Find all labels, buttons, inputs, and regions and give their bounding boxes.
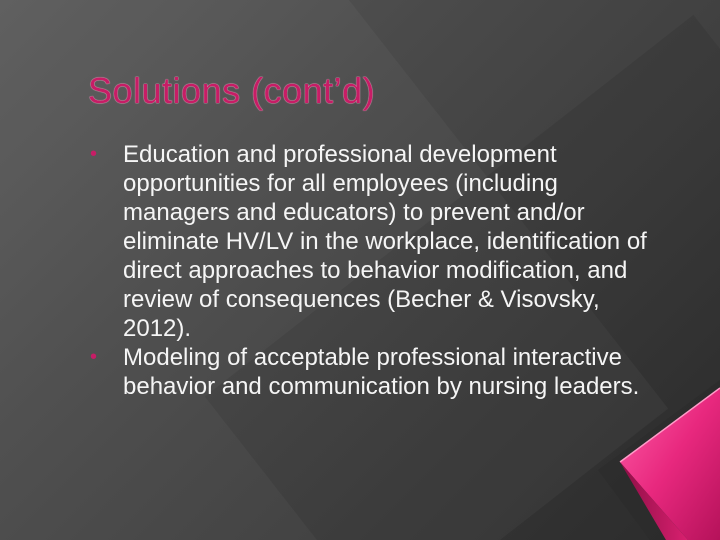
bullet-text: Education and professional development opportunities for all employees (including managers and educators) to prevent and/or eliminate HV/LV in the workplace, identification of direct approaches to behavior modification, and review of consequences (Becher & Visovsky, 2012). xyxy=(123,141,647,342)
bullet-text: Modeling of acceptable professional interactive behavior and communication by nursing leaders. xyxy=(123,344,640,400)
bullet-item xyxy=(90,140,670,343)
bullet-list xyxy=(90,140,670,401)
bullet-icon: • xyxy=(90,346,98,368)
slide-title: Solutions (cont’d) xyxy=(88,70,376,111)
bullet-icon: • xyxy=(90,143,98,165)
bullet-item xyxy=(90,343,670,401)
